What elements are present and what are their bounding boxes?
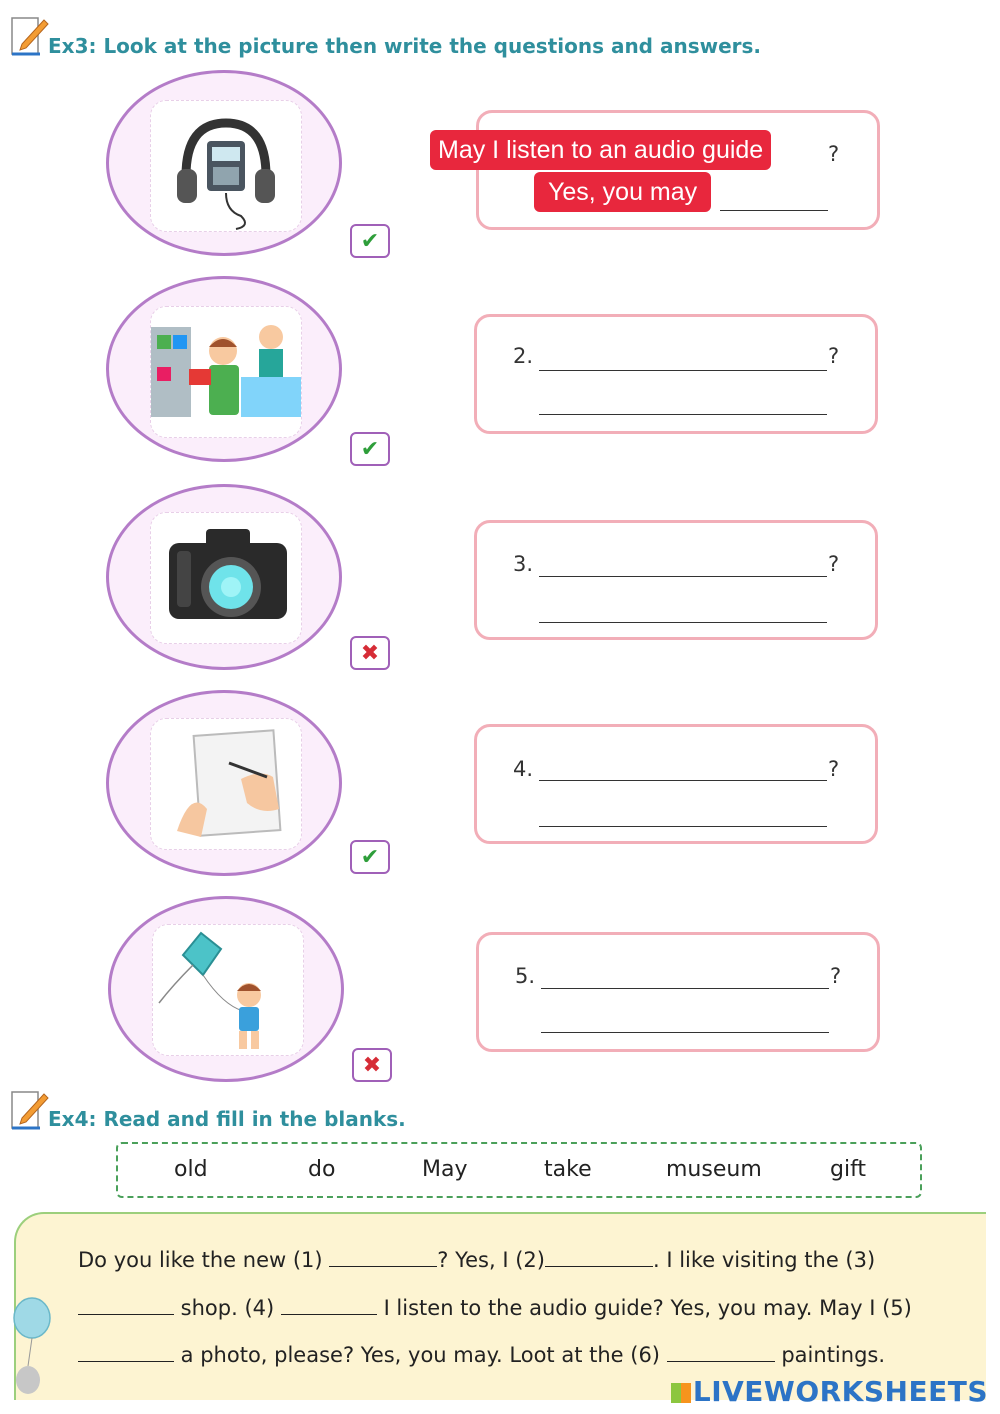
word-do: do <box>308 1157 336 1182</box>
word-museum: museum <box>666 1157 762 1182</box>
answer-box-1 <box>476 110 880 230</box>
camera-icon <box>151 513 301 643</box>
picture-frame-5 <box>152 924 304 1056</box>
balloon-icon <box>8 1296 54 1400</box>
word-bank <box>116 1142 922 1198</box>
item-number-5: 5. <box>515 964 536 988</box>
question-line-4[interactable] <box>539 780 827 781</box>
blank-3[interactable] <box>78 1314 174 1315</box>
question-line-3[interactable] <box>539 576 827 577</box>
picture-frame-1 <box>150 100 302 232</box>
blank-4[interactable] <box>281 1314 377 1315</box>
liveworksheets-logo: LIVEWORKSHEETS <box>671 1375 988 1408</box>
answer-1[interactable]: Yes, you may <box>534 172 711 212</box>
answer-line-5[interactable] <box>541 1032 829 1033</box>
passage-line-2: shop. (4) I listen to the audio guide? Yes, you may. May I (5) <box>78 1296 912 1320</box>
boy-buying-gift-icon <box>151 307 301 437</box>
ex4-title: Ex4: Read and fill in the blanks. <box>48 1107 406 1131</box>
logo-mark-icon <box>671 1383 691 1403</box>
word-may: May <box>422 1157 468 1182</box>
item-number-3: 3. <box>513 552 534 576</box>
blank-6[interactable] <box>667 1361 775 1362</box>
word-take: take <box>544 1157 592 1182</box>
blank-2[interactable] <box>545 1266 653 1267</box>
drawing-on-paper-icon <box>151 719 301 849</box>
answer-line-3[interactable] <box>539 622 827 623</box>
picture-frame-2 <box>150 306 302 438</box>
question-mark-2: ? <box>828 344 840 368</box>
word-gift: gift <box>830 1157 867 1182</box>
question-line-5[interactable] <box>541 988 829 989</box>
question-answer-1[interactable]: May I listen to an audio guide <box>430 130 771 170</box>
question-mark-5: ? <box>830 964 842 988</box>
headphones-audio-guide-icon <box>151 101 301 231</box>
question-mark-1: ? <box>828 142 840 166</box>
item-number-2: 2. <box>513 344 534 368</box>
passage-line-3: a photo, please? Yes, you may. Loot at the (6) paintings. <box>78 1343 885 1367</box>
blank-5[interactable] <box>78 1361 174 1362</box>
answer-line-2[interactable] <box>539 414 827 415</box>
answer-line-1 <box>720 210 828 211</box>
check-mark-icon-4: ✔ <box>350 840 390 874</box>
check-mark-icon-1: ✔ <box>350 224 390 258</box>
ex3-title: Ex3: Look at the picture then write the questions and answers. <box>48 34 762 58</box>
passage-line-1: Do you like the new (1) ? Yes, I (2) . I like visiting the (3) <box>78 1248 876 1272</box>
question-line-2[interactable] <box>539 370 827 371</box>
answer-box-2 <box>474 314 878 434</box>
cross-mark-icon-5: ✖ <box>352 1048 392 1082</box>
answer-box-5 <box>476 932 880 1052</box>
blank-1[interactable] <box>329 1266 437 1267</box>
item-number-4: 4. <box>513 757 534 781</box>
pencil-icon <box>10 1088 50 1132</box>
boy-flying-kite-icon <box>153 925 303 1055</box>
picture-frame-3 <box>150 512 302 644</box>
answer-line-4[interactable] <box>539 826 827 827</box>
pencil-icon <box>10 14 50 58</box>
question-mark-3: ? <box>828 552 840 576</box>
question-mark-4: ? <box>828 757 840 781</box>
word-old: old <box>174 1157 208 1182</box>
check-mark-icon-2: ✔ <box>350 432 390 466</box>
picture-frame-4 <box>150 718 302 850</box>
cross-mark-icon-3: ✖ <box>350 636 390 670</box>
